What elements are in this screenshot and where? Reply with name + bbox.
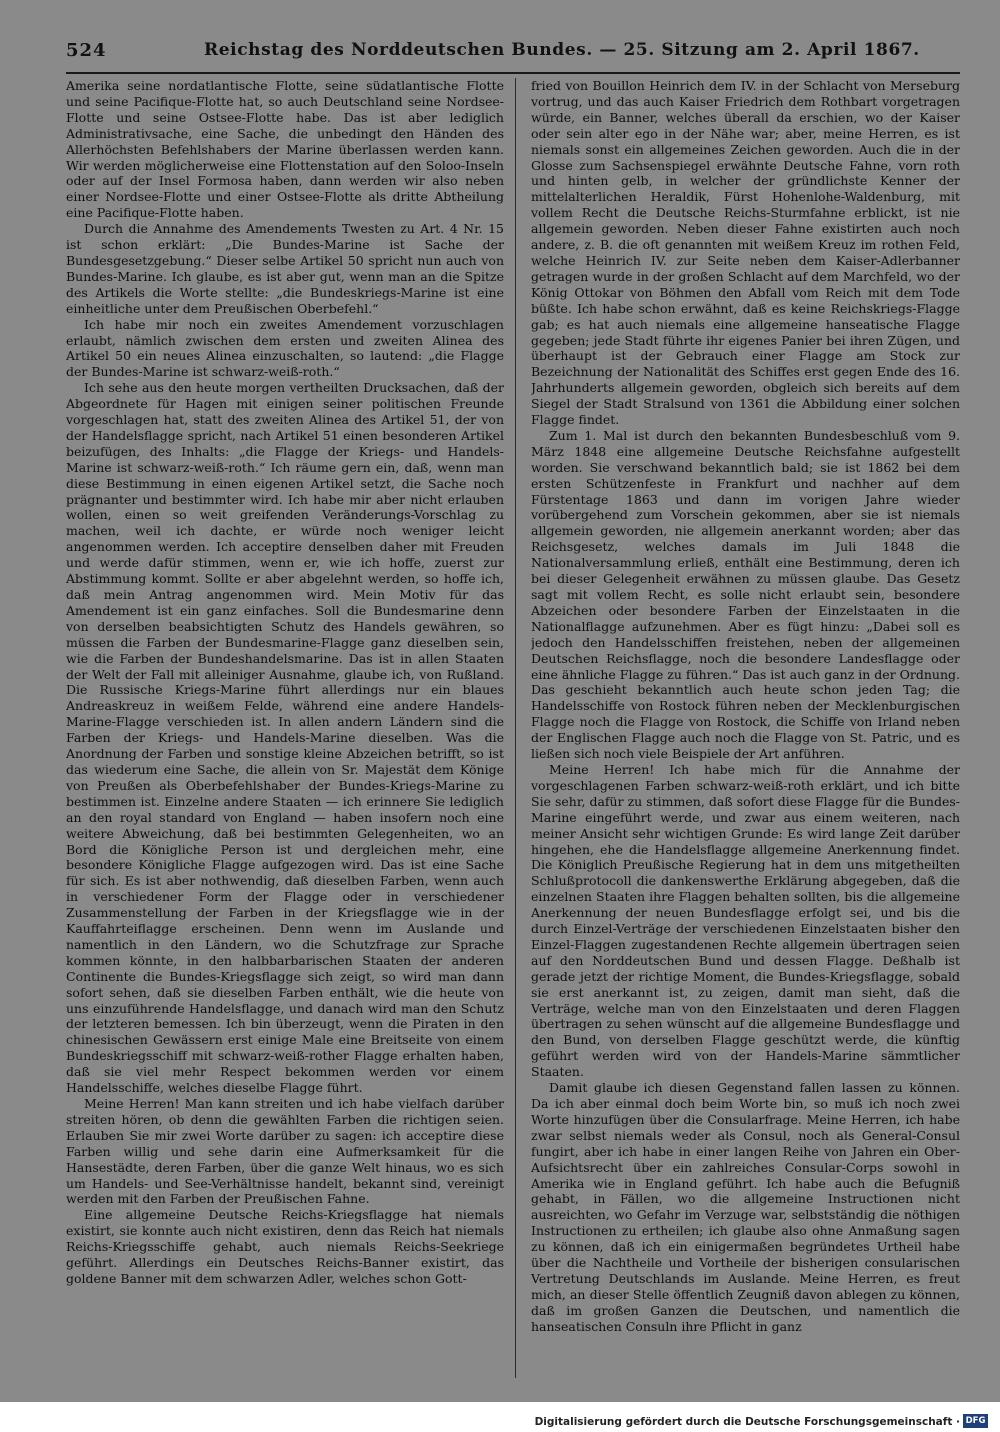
dfg-logo-icon: DFG [963,1414,988,1428]
left-column [66,78,504,1378]
right-column [531,78,960,1378]
column-divider [515,78,516,1378]
paragraph: Meine Herren! Ich habe mich für die Annahme der vorgeschlagenen Farben schwarz-weiß-roth erklärt, und ich bitte Sie sehr, dafür zu stimmen, daß sofort diese Flagge für die Bundes-Marine eingeführt werde, und zwar aus einem weiteren, nach meiner Ansicht sehr wichtigen Grunde: Es wird lange Zeit darüber hingehen, ehe die Handelsflagge allgemeine Anerkennung findet. Die Königlich Preußische Regierung hat in dem uns mitgetheilten Schlußprotocoll die dankenswerthe Erklärung abgegeben, daß die einzelnen Staaten ihre Flaggen behalten sollten, bis die allgemeine Anerkennung der neuen Bundesflagge erfolgt sei, und bis die durch Einzel-Verträge der verschiedenen Einzelstaaten bisher den Einzel-Flaggen zugestandenen Rechte allgemein übertragen seien auf den Norddeutschen Bund und dessen Flagge. Deßhalb ist gerade jetzt der richtige Moment, die Bundes-Kriegsflagge, sobald sie erst anerkannt ist, zu zeigen, damit man sieht, daß die Verträge, welche man von den Einzelstaaten und deren Flaggen übertragen zu sehen wünscht auf die allgemeine Bundesflagge und den Bund, von derselben Flagge geschützt werde, die künftig geführt werden wird von der Handels-Marine sämmtlicher Staaten. [531,761,960,1080]
paragraph: Meine Herren! Man kann streiten und ich habe vielfach darüber streiten hören, ob denn die gewählten Farben die richtigen seien. Erlauben Sie mir zwei Worte darüber zu sagen: ich acceptire diese Farben willig und sehe darin eine Aufmerksamkeit für die Hansestädte, deren Farben, über die ganze Welt hinaus, wo es sich um Handels- und See-Verhältnisse handelt, bekannt sind, vereinigt werden mit den Farben der Preußischen Fahne. [66,1096,504,1207]
header-rule [66,72,960,74]
paragraph: Zum 1. Mal ist durch den bekannten Bundesbeschluß vom 9. März 1848 eine allgemeine Deutsche Reichsfahne aufgestellt worden. Sie verschwand bekanntlich bald; sie ist 1862 bei dem ersten Schützenfeste in Frankfurt und nachher auf dem Fürstentage 1863 und dann im vorigen Jahre wieder vorübergehend zum Vorschein gekommen, aber sie ist niemals allgemein geworden, nie allgemein anerkannt worden; aber das Reichsgesetz, welches damals im Juli 1848 die Nationalversammlung erließ, enthält eine Bestimmung, deren ich bei dieser Gelegenheit erwähnen zu müssen glaube. Das Gesetz sagt mit vollem Recht, es solle nicht erlaubt sein, besondere Abzeichen oder besondere Farben der Einzelstaaten in die Nationalflagge aufzunehmen. Aber es fügt hinzu: „Dabei soll es jedoch den Handelsschiffen freistehen, neben der allgemeinen Deutschen Reichsflagge, noch die besondere Landesflagge oder eine ähnliche Flagge zu führen.“ Das ist auch ganz in der Ordnung. Das geschieht bekanntlich auch heute schon jeden Tag; die Handelsschiffe von Rostock führen neben der Mecklenburgischen Flagge noch die Flagge von Rostock, die Schiffe von Irland neben der Englischen Flagge auch noch die Flagge von St. Patric, und es ließen sich noch viele Beispiele der Art anführen. [531,427,960,762]
paragraph: Ich sehe aus den heute morgen vertheilten Drucksachen, daß der Abgeordnete für Hagen mit einigen seiner politischen Freunde vorgeschlagen hat, statt des zweiten Alinea des Artikel 51, der von der Handelsflagge spricht, nach Artikel 51 einen besonderen Artikel beizufügen, des Inhalts: „die Flagge der Kriegs- und Handels-Marine ist schwarz-weiß-roth.“ Ich räume gern ein, daß, wenn man diese Bestimmung in einen eigenen Artikel setzt, die Sache noch prägnanter und bestimmter wird. Ich habe mir aber nicht erlauben wollen, einen so weit greifenden Veränderungs-Vorschlag zu machen, weil ich dachte, er würde noch weniger leicht angenommen werden. Ich acceptire denselben daher mit Freuden und werde dafür stimmen, wenn er, wie ich hoffe, zuerst zur Abstimmung kommt. Sollte er aber abgelehnt werden, so hoffe ich, daß mein Antrag angenommen wird. Mein Motiv für das Amendement ist ein ganz einfaches. Soll die Bundesmarine denn von derselben beabsichtigten Schutz des Handels gewähren, so müssen die Farben der Bundesmarine-Flagge ganz dieselben sein, wie die Farben der Bundeshandelsmarine. Das ist in allen Staaten der Welt der Fall mit alleiniger Ausnahme, glaube ich, von Rußland. Die Russische Kriegs-Marine führt allerdings nur ein blaues Andreaskreuz in weißem Felde, während eine andere Handels-Marine-Flagge verschieden ist. In allen andern Ländern sind die Farben der Kriegs- und Handels-Marine dieselben. Was die Anordnung der Farben und sonstige kleine Abzeichen betrifft, so ist das wiederum eine Sache, die allein von Sr. Majestät dem Könige von Preußen als Oberbefehlshaber der Bundes-Kriegs-Marine zu bestimmen ist. Einzelne andere Staaten — ich erinnere Sie lediglich an den royal standard von England — haben insofern noch eine weitere Abweichung, daß bei bestimmten Gelegenheiten, wo an Bord die Königliche Person ist und dergleichen mehr, eine besondere Königliche Flagge aufgezogen wird. Das ist eine Sache für sich. Es ist aber nothwendig, daß dieselben Farben, wenn auch in verschiedener Form der Flagge oder in verschiedener Zusammenstellung der Farben in der Kriegsflagge wie in der Kauffahrteiflagge erscheinen. Denn wenn im Auslande und namentlich in den Ländern, wo die Schutzfrage zur Sprache kommen könnte, in den halbbarbarischen Staaten der anderen Continente die Bundes-Kriegsflagge sich zeigt, so wird man dann sofort sehen, daß sie dieselben Farben enthält, wie die heute von uns einzuführende Handelsflagge, und danach wird man den Schutz der letzteren bemessen. Ich bin überzeugt, wenn die Piraten in den chinesischen Gewässern erst einige Male eine Breitseite von einem Bundeskriegsschiff mit schwarz-weiß-rother Flagge erhalten haben, daß sie viel mehr Respect bekommen werden vor einem Handelsschiffe, welches dieselbe Flagge führt. [66,380,504,1096]
paragraph: fried von Bouillon Heinrich dem IV. in der Schlacht von Merseburg vortrug, und das auch Kaiser Friedrich dem Rothbart vorgetragen würde, ein Banner, welches überall da erschien, wo der Kaiser oder sein alter ego in der Nähe war; aber, meine Herren, es ist niemals sonst ein allgemeines Zeichen geworden. Auch die in der Glosse zum Sachsenspiegel erwähnte Deutsche Fahne, vorn roth und hinten gelb, in welcher der gründlichste Kenner der mittelalterlichen Heraldik, Fürst Hohenlohe-Waldenburg, mit vollem Recht die Deutsche Reichs-Sturmfahne erblickt, ist nie allgemein geworden. Neben dieser Fahne existirten auch noch andere, z. B. die oft genannten mit weißem Kreuz im rothen Feld, welche Heinrich IV. zur Seite neben dem Kaiser-Adlerbanner getragen wurde in der großen Schlacht auf dem Marchfeld, wo der König Ottokar von Böhmen den Abfall vom Reich mit dem Tode büßte. Ich habe schon erwähnt, daß es keine Reichskriegs-Flagge gab; es hat auch niemals eine allgemeine hanseatische Flagge gegeben; jede Stadt führte ihr eigenes Panier bei ihren Zügen, und überhaupt ist der Gebrauch einer Flagge am Stock zur Bezeichnung der Nationalität des Schiffes erst gegen Ende des 16. Jahrhunderts allgemein geworden, obgleich sich bereits auf dem Siegel der Stadt Stralsund von 1361 die Abbildung einer solchen Flagge findet. [531,78,960,428]
paragraph: Eine allgemeine Deutsche Reichs-Kriegsflagge hat niemals existirt, sie konnte auch nicht existiren, denn das Reich hat niemals Reichs-Kriegsschiffe gehabt, auch niemals Reichs-Seekriege geführt. Allerdings ein Deutsches Reichs-Banner existirt, das goldene Banner mit dem schwarzen Adler, welches schon Gott- [66,1207,504,1286]
page-number: 524 [66,40,107,61]
paragraph: Ich habe mir noch ein zweites Amendement vorzuschlagen erlaubt, nämlich zwischen dem ersten und zweiten Alinea des Artikel 50 ein neues Alinea einzuschalten, so lautend: „die Flagge der Bundes-Marine ist schwarz-weiß-roth.“ [66,316,504,380]
paragraph: Durch die Annahme des Amendements Twesten zu Art. 4 Nr. 15 ist schon erklärt: „Die Bundes-Marine ist Sache der Bundesgesetzgebung.“ Dieser selbe Artikel 50 spricht nun auch von Bundes-Marine. Ich glaube, es ist aber gut, wenn man an die Spitze des Artikels die Worte stellte: „die Bundeskriegs-Marine ist eine einheitliche unter dem Preußischen Oberbefehl.“ [66,221,504,316]
paragraph: Amerika seine nordatlantische Flotte, seine südatlantische Flotte und seine Pacifique-Flotte hat, so auch Deutschland seine Nordsee-Flotte und seine Ostsee-Flotte habe. Das ist aber lediglich Administrativsache, eine Sache, die unbedingt den Händen des Allerhöchsten Befehlshabers der Marine überlassen werden kann. Wir werden möglicherweise eine Flottenstation auf den Soloo-Inseln oder auf der Insel Formosa haben, dann werden wir also neben einer Nordsee-Flotte und einer Ostsee-Flotte als dritte Abtheilung eine Pacifique-Flotte haben. [66,78,504,221]
paragraph: Damit glaube ich diesen Gegenstand fallen lassen zu können. Da ich aber einmal doch beim Worte bin, so muß ich noch zwei Worte hinzufügen über die Consularfrage. Meine Herren, ich habe zwar selbst niemals weder als Consul, noch als General-Consul fungirt, aber ich habe in einer langen Reihe von Jahren ein Ober-Aufsichtsrecht über ein zahlreiches Consular-Corps sowohl in Amerika wie in England geführt. Ich habe auch die Befugniß gehabt, in Fällen, wo die allgemeine Instructionen nicht ausreichten, wo Gefahr im Verzuge war, selbstständig die nöthigen Instructionen zu ertheilen; ich glaube also ohne Anmaßung sagen zu können, daß ich ein einigermaßen begründetes Urtheil habe über die Nachtheile und Vortheile der bisherigen consularischen Vertretung Deutschlands im Auslande. Meine Herren, es freut mich, an dieser Stelle öffentlich Zeugniß davon ablegen zu können, daß im großen Ganzen die Deutschen, und namentlich die hanseatischen Consuln ihre Pflicht in ganz [531,1080,960,1334]
page-header [66,40,960,68]
digitization-footer [0,1402,1000,1432]
funding-credit: Digitalisierung gefördert durch die Deutsche Forschungsgemeinschaft · [534,1416,960,1428]
running-head: Reichstag des Norddeutschen Bundes. — 25. Sitzung am 2. April 1867. [204,40,920,60]
